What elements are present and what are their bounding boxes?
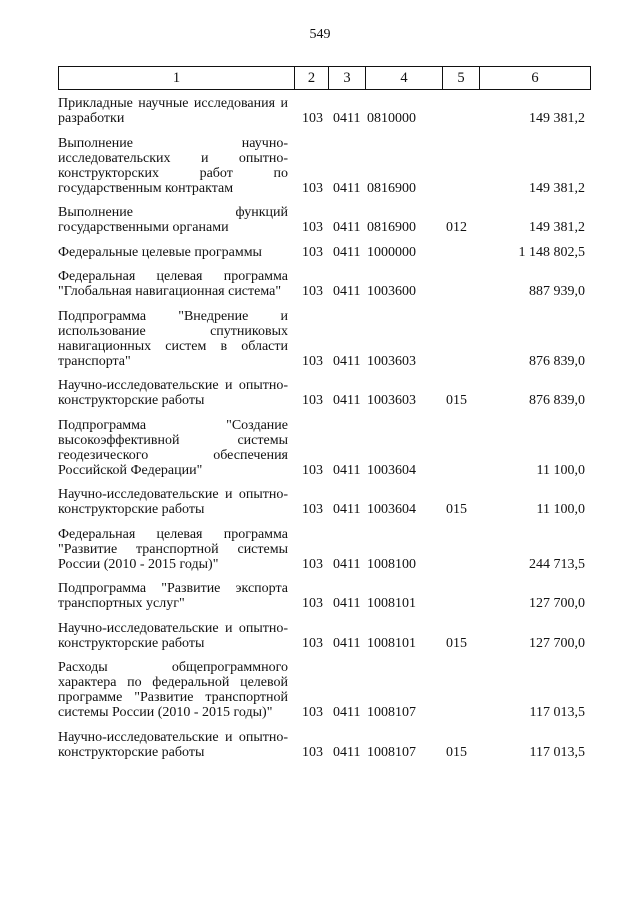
table-row — [58, 487, 589, 527]
page-number: 549 — [309, 27, 331, 42]
table-row — [58, 730, 589, 770]
column-header-4: 4 — [366, 67, 443, 90]
expense-type-cell: 015 — [446, 502, 467, 517]
subsection-code-cell: 0411 — [333, 284, 361, 299]
table-row — [58, 96, 589, 136]
column-header-5: 5 — [443, 67, 480, 90]
amount-cell: 127 700,0 — [529, 596, 585, 611]
section-code-cell: 103 — [302, 635, 323, 651]
section-code-cell: 103 — [302, 744, 323, 760]
row-name-cell: Федеральные целевые программы — [58, 244, 262, 260]
amount-cell: 117 013,5 — [529, 744, 585, 760]
table-row — [58, 418, 589, 488]
expense-type-cell: 015 — [446, 635, 467, 651]
column-header-row — [59, 67, 591, 90]
column-header-2: 2 — [295, 67, 329, 90]
section-code-cell: 103 — [302, 556, 323, 572]
expense-type-cell — [442, 581, 479, 621]
expense-type-cell — [442, 418, 479, 488]
target-article-cell: 1003604 — [367, 502, 416, 517]
row-name-cell: Подпрограмма "Развитие экспорта транспортных услуг" — [58, 581, 288, 611]
expense-type-cell: 012 — [446, 220, 467, 235]
subsection-code-cell: 0411 — [333, 596, 361, 611]
expense-type-cell — [442, 309, 479, 379]
target-article-cell: 1003603 — [367, 353, 416, 369]
expense-type-cell — [442, 96, 479, 136]
row-name-cell: Выполнение научно-исследовательских и опытно-конструкторских работ по государственным контрактам — [58, 135, 288, 196]
expense-type-cell — [442, 245, 479, 270]
section-code-cell: 103 — [302, 705, 323, 720]
target-article-cell: 1008107 — [367, 744, 416, 760]
amount-cell: 876 839,0 — [529, 393, 585, 408]
section-code-cell: 103 — [302, 220, 323, 235]
subsection-code-cell: 0411 — [333, 635, 361, 651]
table-row — [58, 205, 589, 245]
target-article-cell: 1008101 — [367, 596, 416, 611]
subsection-code-cell: 0411 — [333, 111, 361, 126]
table-row — [58, 581, 589, 621]
amount-cell: 11 100,0 — [536, 502, 585, 517]
amount-cell: 149 381,2 — [529, 111, 585, 126]
subsection-code-cell: 0411 — [333, 244, 361, 260]
row-name-cell: Научно-исследовательские и опытно-конструкторские работы — [58, 378, 288, 408]
target-article-cell: 1003604 — [367, 462, 416, 478]
column-header-6: 6 — [480, 67, 591, 90]
table-row — [58, 378, 589, 418]
row-name-cell: Федеральная целевая программа "Развитие транспортной системы России (2010 - 2015 годы)" — [58, 526, 288, 572]
column-header-table — [58, 66, 591, 90]
target-article-cell: 1008107 — [367, 705, 416, 720]
row-name-cell: Научно-исследовательские и опытно-конструкторские работы — [58, 487, 288, 517]
amount-cell: 244 713,5 — [529, 556, 585, 572]
amount-cell: 117 013,5 — [529, 705, 585, 720]
expense-type-cell — [442, 527, 479, 582]
subsection-code-cell: 0411 — [333, 180, 361, 196]
target-article-cell: 0816900 — [367, 220, 416, 235]
expense-type-cell — [442, 136, 479, 206]
row-name-cell: Подпрограмма "Создание высокоэффективной системы геодезического обеспечения Российской Федерации" — [58, 417, 288, 478]
subsection-code-cell: 0411 — [333, 462, 361, 478]
expense-type-cell — [442, 269, 479, 309]
subsection-code-cell: 0411 — [333, 393, 361, 408]
budget-table — [58, 96, 589, 769]
amount-cell: 887 939,0 — [529, 284, 585, 299]
target-article-cell: 1008100 — [367, 556, 416, 572]
table-row — [58, 527, 589, 582]
section-code-cell: 103 — [302, 111, 323, 126]
subsection-code-cell: 0411 — [333, 556, 361, 572]
target-article-cell: 1003600 — [367, 284, 416, 299]
target-article-cell: 1000000 — [367, 244, 416, 260]
section-code-cell: 103 — [302, 393, 323, 408]
expense-type-cell — [442, 660, 479, 730]
subsection-code-cell: 0411 — [333, 705, 361, 720]
table-row — [58, 660, 589, 730]
row-name-cell: Федеральная целевая программа "Глобальная навигационная система" — [58, 269, 288, 299]
section-code-cell: 103 — [302, 462, 323, 478]
target-article-cell: 0816900 — [367, 180, 416, 196]
expense-type-cell: 015 — [446, 393, 467, 408]
row-name-cell: Выполнение функций государственными органами — [58, 205, 288, 235]
subsection-code-cell: 0411 — [333, 220, 361, 235]
row-name-cell: Научно-исследовательские и опытно-конструкторские работы — [58, 620, 288, 651]
expense-type-cell: 015 — [446, 744, 467, 760]
section-code-cell: 103 — [302, 353, 323, 369]
section-code-cell: 103 — [302, 284, 323, 299]
row-name-cell: Расходы общепрограммного характера по федеральной целевой программе "Развитие транспортной системы России (2010 - 2015 годы)" — [58, 660, 288, 720]
section-code-cell: 103 — [302, 180, 323, 196]
target-article-cell: 1008101 — [367, 635, 416, 651]
table-row — [58, 309, 589, 379]
row-name-cell: Научно-исследовательские и опытно-конструкторские работы — [58, 729, 288, 760]
section-code-cell: 103 — [302, 244, 323, 260]
section-code-cell: 103 — [302, 502, 323, 517]
amount-cell: 127 700,0 — [529, 635, 585, 651]
table-row — [58, 269, 589, 309]
table-row — [58, 136, 589, 206]
amount-cell: 876 839,0 — [529, 353, 585, 369]
target-article-cell: 1003603 — [367, 393, 416, 408]
table-row — [58, 621, 589, 661]
column-header-1: 1 — [59, 67, 295, 90]
amount-cell: 149 381,2 — [529, 180, 585, 196]
amount-cell: 11 100,0 — [536, 462, 585, 478]
amount-cell: 1 148 802,5 — [518, 244, 585, 260]
column-header-3: 3 — [329, 67, 366, 90]
subsection-code-cell: 0411 — [333, 353, 361, 369]
table-row — [58, 245, 589, 270]
section-code-cell: 103 — [302, 596, 323, 611]
amount-cell: 149 381,2 — [529, 220, 585, 235]
row-name-cell: Прикладные научные исследования и разработки — [58, 96, 288, 126]
subsection-code-cell: 0411 — [333, 502, 361, 517]
row-name-cell: Подпрограмма "Внедрение и использование спутниковых навигационных систем в области транспорта" — [58, 308, 288, 369]
target-article-cell: 0810000 — [367, 111, 416, 126]
subsection-code-cell: 0411 — [333, 744, 361, 760]
